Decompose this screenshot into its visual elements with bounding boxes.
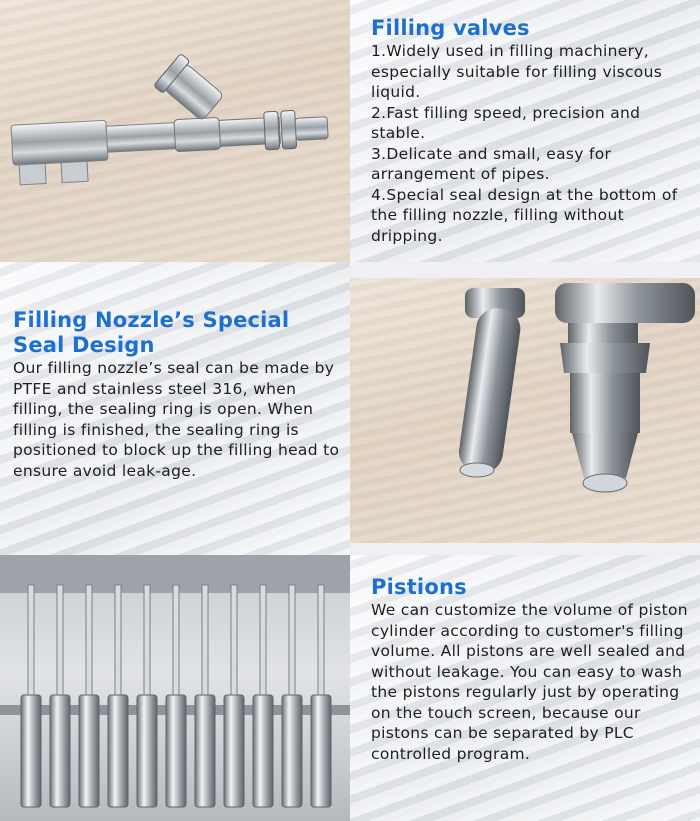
piston-cylinder bbox=[137, 695, 157, 807]
piston-tube bbox=[57, 585, 63, 695]
list-item: 4.Special seal design at the bottom of the filling nozzle, filling without dripping. bbox=[371, 185, 678, 245]
piston-tube bbox=[231, 585, 237, 695]
nozzle-seal-text-panel bbox=[0, 262, 350, 555]
piston-tube bbox=[173, 585, 179, 695]
piston-tube bbox=[115, 585, 121, 695]
list-item: 1.Widely used in filling machinery, especially suitable for filling viscous liquid. bbox=[371, 42, 663, 101]
piston-rack-illustration bbox=[0, 555, 350, 821]
piston-cylinder bbox=[166, 695, 186, 807]
filling-valve-photo bbox=[0, 0, 350, 262]
filling-valves-list bbox=[371, 41, 696, 246]
piston-cylinder bbox=[108, 695, 128, 807]
piston-cylinder bbox=[224, 695, 244, 807]
piston-tube bbox=[289, 585, 295, 695]
piston-cylinder bbox=[311, 695, 331, 807]
piston-cylinder bbox=[21, 695, 41, 807]
piston-tube bbox=[318, 585, 324, 695]
filling-nozzles-photo bbox=[350, 278, 700, 543]
piston-tube bbox=[28, 585, 34, 695]
filling-nozzles-illustration bbox=[350, 278, 700, 543]
pistons-description: We can customize the volume of piston cylinder according to customer's filling volume. All pistons are well sealed and without leakage. You can easy to wash the pistons regularly just by operating on the touch screen, because our pistons can be separated by PLC controlled program. bbox=[371, 601, 688, 763]
filling-valves-title: Filling valves bbox=[371, 16, 530, 40]
nozzle-seal-title: Filling Nozzle’s Special Seal Design bbox=[13, 308, 290, 357]
piston-rack-photo bbox=[0, 555, 350, 821]
piston-tube bbox=[86, 585, 92, 695]
piston-cylinder bbox=[195, 695, 215, 807]
list-item: 2.Fast filling speed, precision and stable. bbox=[371, 103, 641, 142]
filling-valve-illustration bbox=[0, 0, 350, 262]
piston-cylinder bbox=[253, 695, 273, 807]
filling-valves-text-panel bbox=[350, 0, 700, 262]
list-item: 3.Delicate and small, easy for arrangement of pipes. bbox=[371, 144, 612, 183]
piston-tube bbox=[260, 585, 266, 695]
piston-tube bbox=[202, 585, 208, 695]
nozzle-seal-description: Our filling nozzle’s seal can be made by PTFE and stainless steel 316, when filling, the sealing ring is open. When filling is finished, the sealing ring is positioned to block up the filling head to ensure avoid leak-age. bbox=[13, 359, 340, 480]
pistons-text-panel bbox=[350, 555, 700, 821]
piston-cylinder bbox=[79, 695, 99, 807]
piston-cylinder bbox=[50, 695, 70, 807]
piston-tube bbox=[144, 585, 150, 695]
pistons-title: Pistions bbox=[371, 575, 467, 599]
piston-cylinder bbox=[282, 695, 302, 807]
